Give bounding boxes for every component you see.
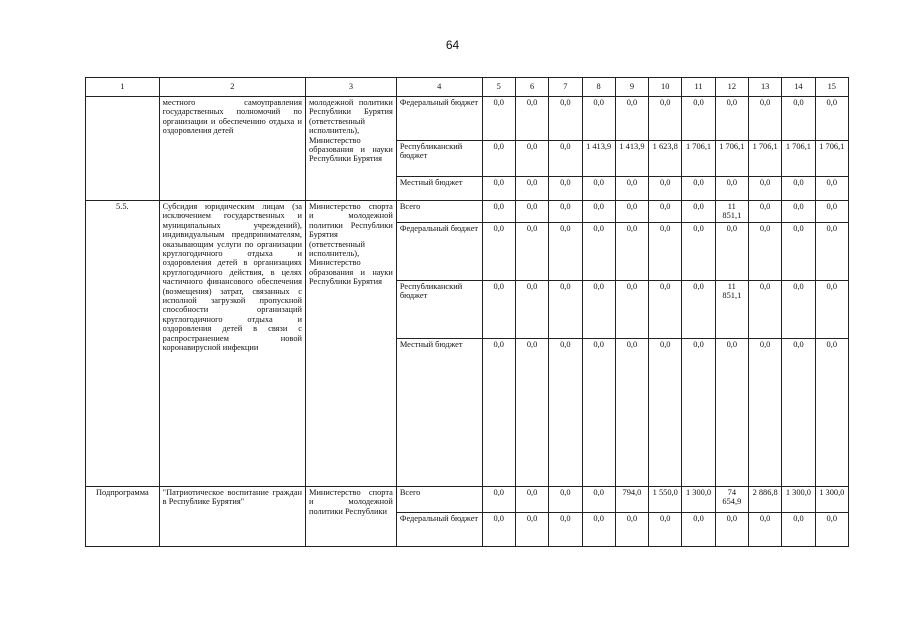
responsible-executor: Министерство спорта и молодежной политики Республики xyxy=(306,487,397,547)
budget-value: 0,0 xyxy=(782,97,815,141)
column-number: 2 xyxy=(159,78,305,97)
column-number: 9 xyxy=(615,78,648,97)
funding-source: Всего xyxy=(396,487,482,513)
budget-value: 0,0 xyxy=(682,223,715,281)
budget-value: 0,0 xyxy=(515,177,548,201)
table-row xyxy=(86,201,849,223)
budget-value: 0,0 xyxy=(748,223,781,281)
budget-value: 0,0 xyxy=(748,177,781,201)
column-number: 3 xyxy=(306,78,397,97)
budget-value: 0,0 xyxy=(515,487,548,513)
column-number: 6 xyxy=(515,78,548,97)
budget-value: 1 706,1 xyxy=(748,141,781,177)
budget-value: 0,0 xyxy=(582,177,615,201)
budget-value: 0,0 xyxy=(615,281,648,339)
funding-source: Республиканский бюджет xyxy=(396,281,482,339)
budget-value: 0,0 xyxy=(649,97,682,141)
budget-value: 0,0 xyxy=(549,223,582,281)
budget-value: 0,0 xyxy=(515,201,548,223)
budget-value: 0,0 xyxy=(549,201,582,223)
budget-value: 0,0 xyxy=(482,201,515,223)
budget-value: 0,0 xyxy=(815,513,848,547)
budget-value: 0,0 xyxy=(615,223,648,281)
budget-value: 0,0 xyxy=(782,513,815,547)
column-number: 1 xyxy=(86,78,160,97)
budget-value: 0,0 xyxy=(715,513,748,547)
column-number: 14 xyxy=(782,78,815,97)
column-number: 11 xyxy=(682,78,715,97)
table-row xyxy=(86,97,849,141)
budget-value: 0,0 xyxy=(715,177,748,201)
column-number: 12 xyxy=(715,78,748,97)
funding-source: Федеральный бюджет xyxy=(396,97,482,141)
budget-value: 0,0 xyxy=(482,339,515,487)
program-code: 5.5. xyxy=(86,201,160,487)
budget-value: 0,0 xyxy=(615,201,648,223)
budget-value: 2 886,8 xyxy=(748,487,781,513)
budget-value: 0,0 xyxy=(582,339,615,487)
program-code: Подпрограмма xyxy=(86,487,160,547)
budget-value: 0,0 xyxy=(748,201,781,223)
budget-value: 0,0 xyxy=(649,339,682,487)
budget-value: 0,0 xyxy=(715,339,748,487)
budget-value: 0,0 xyxy=(782,281,815,339)
budget-value: 0,0 xyxy=(748,281,781,339)
budget-value: 0,0 xyxy=(482,177,515,201)
budget-value: 0,0 xyxy=(782,339,815,487)
budget-value: 1 706,1 xyxy=(782,141,815,177)
budget-value: 0,0 xyxy=(515,281,548,339)
budget-value: 0,0 xyxy=(582,281,615,339)
budget-value: 0,0 xyxy=(515,141,548,177)
budget-value: 0,0 xyxy=(515,339,548,487)
column-number: 15 xyxy=(815,78,848,97)
budget-value: 0,0 xyxy=(549,513,582,547)
program-code xyxy=(86,97,160,201)
budget-value: 11 851,1 xyxy=(715,281,748,339)
responsible-executor: молодежной политики Республики Бурятия (ответственный исполнитель), Министерство образования и науки Республики Бурятия xyxy=(306,97,397,201)
budget-value: 0,0 xyxy=(515,97,548,141)
table-body xyxy=(86,78,849,547)
budget-value: 0,0 xyxy=(682,339,715,487)
budget-value: 0,0 xyxy=(649,177,682,201)
budget-value: 0,0 xyxy=(815,223,848,281)
budget-value: 0,0 xyxy=(582,97,615,141)
budget-value: 0,0 xyxy=(815,177,848,201)
budget-value: 0,0 xyxy=(582,201,615,223)
budget-value: 0,0 xyxy=(748,97,781,141)
column-number: 7 xyxy=(549,78,582,97)
budget-value: 0,0 xyxy=(515,223,548,281)
budget-value: 0,0 xyxy=(515,513,548,547)
measure-name: "Патриотическое воспитание граждан в Республике Бурятия" xyxy=(159,487,305,547)
budget-value: 0,0 xyxy=(782,177,815,201)
funding-source: Федеральный бюджет xyxy=(396,223,482,281)
budget-value: 0,0 xyxy=(482,97,515,141)
budget-value: 0,0 xyxy=(482,513,515,547)
budget-value: 0,0 xyxy=(549,141,582,177)
column-number-row xyxy=(86,78,849,97)
budget-value: 0,0 xyxy=(615,97,648,141)
budget-value: 1 706,1 xyxy=(715,141,748,177)
budget-value: 0,0 xyxy=(649,223,682,281)
budget-value: 0,0 xyxy=(782,223,815,281)
budget-value: 1 300,0 xyxy=(782,487,815,513)
budget-value: 0,0 xyxy=(582,487,615,513)
budget-value: 1 300,0 xyxy=(815,487,848,513)
budget-value: 0,0 xyxy=(815,339,848,487)
funding-source: Республиканский бюджет xyxy=(396,141,482,177)
funding-source: Всего xyxy=(396,201,482,223)
budget-value: 0,0 xyxy=(682,281,715,339)
budget-value: 0,0 xyxy=(715,97,748,141)
column-number: 8 xyxy=(582,78,615,97)
responsible-executor: Министерство спорта и молодежной политики Республики Бурятия (ответственный исполнитель), Министерство образования и науки Республики Бурятия xyxy=(306,201,397,487)
budget-value: 74 654,9 xyxy=(715,487,748,513)
budget-value: 1 300,0 xyxy=(682,487,715,513)
budget-table xyxy=(85,77,849,547)
budget-value: 794,0 xyxy=(615,487,648,513)
column-number: 4 xyxy=(396,78,482,97)
budget-value: 0,0 xyxy=(549,97,582,141)
budget-value: 1 706,1 xyxy=(815,141,848,177)
funding-source: Федеральный бюджет xyxy=(396,513,482,547)
budget-value: 0,0 xyxy=(815,97,848,141)
budget-value: 0,0 xyxy=(682,97,715,141)
budget-value: 11 851,1 xyxy=(715,201,748,223)
budget-value: 0,0 xyxy=(482,487,515,513)
page-number: 64 xyxy=(445,38,460,52)
budget-value: 0,0 xyxy=(682,177,715,201)
funding-source: Местный бюджет xyxy=(396,177,482,201)
budget-value: 0,0 xyxy=(549,177,582,201)
budget-value: 0,0 xyxy=(649,513,682,547)
table-row xyxy=(86,487,849,513)
budget-value: 0,0 xyxy=(748,339,781,487)
budget-value: 0,0 xyxy=(582,513,615,547)
budget-value: 0,0 xyxy=(482,281,515,339)
funding-source: Местный бюджет xyxy=(396,339,482,487)
budget-value: 0,0 xyxy=(582,223,615,281)
budget-value: 0,0 xyxy=(549,487,582,513)
budget-value: 0,0 xyxy=(682,513,715,547)
budget-value: 0,0 xyxy=(748,513,781,547)
budget-value: 0,0 xyxy=(615,177,648,201)
column-number: 10 xyxy=(649,78,682,97)
budget-value: 0,0 xyxy=(549,281,582,339)
measure-name: местного самоуправления государственных полномочий по организации и обеспечению отдыха и оздоровления детей xyxy=(159,97,305,201)
budget-value: 0,0 xyxy=(549,339,582,487)
budget-value: 0,0 xyxy=(615,513,648,547)
budget-value: 1 706,1 xyxy=(682,141,715,177)
budget-value: 0,0 xyxy=(682,201,715,223)
budget-value: 1 413,9 xyxy=(615,141,648,177)
budget-value: 0,0 xyxy=(482,141,515,177)
budget-value: 0,0 xyxy=(782,201,815,223)
column-number: 5 xyxy=(482,78,515,97)
budget-value: 0,0 xyxy=(482,223,515,281)
budget-value: 1 413,9 xyxy=(582,141,615,177)
budget-value: 0,0 xyxy=(649,281,682,339)
budget-value: 0,0 xyxy=(815,281,848,339)
budget-value: 0,0 xyxy=(649,201,682,223)
budget-value: 1 550,0 xyxy=(649,487,682,513)
budget-value: 0,0 xyxy=(815,201,848,223)
budget-value: 1 623,8 xyxy=(649,141,682,177)
column-number: 13 xyxy=(748,78,781,97)
budget-value: 0,0 xyxy=(715,223,748,281)
measure-name: Субсидия юридическим лицам (за исключением государственных и муниципальных учреждений), индивидуальным предпринимателям, оказывающим услуги по организации круглогодичного отдыха и оздоровления детей в организациях круглогодичного действия, в целях частичного финансового обеспечения (возмещения) затрат, связанных с исполной загрузкой пропускной способности организаций круглогодичного отдыха и оздоровления детей в связи с распространением новой коронавирусной инфекции xyxy=(159,201,305,487)
budget-value: 0,0 xyxy=(615,339,648,487)
